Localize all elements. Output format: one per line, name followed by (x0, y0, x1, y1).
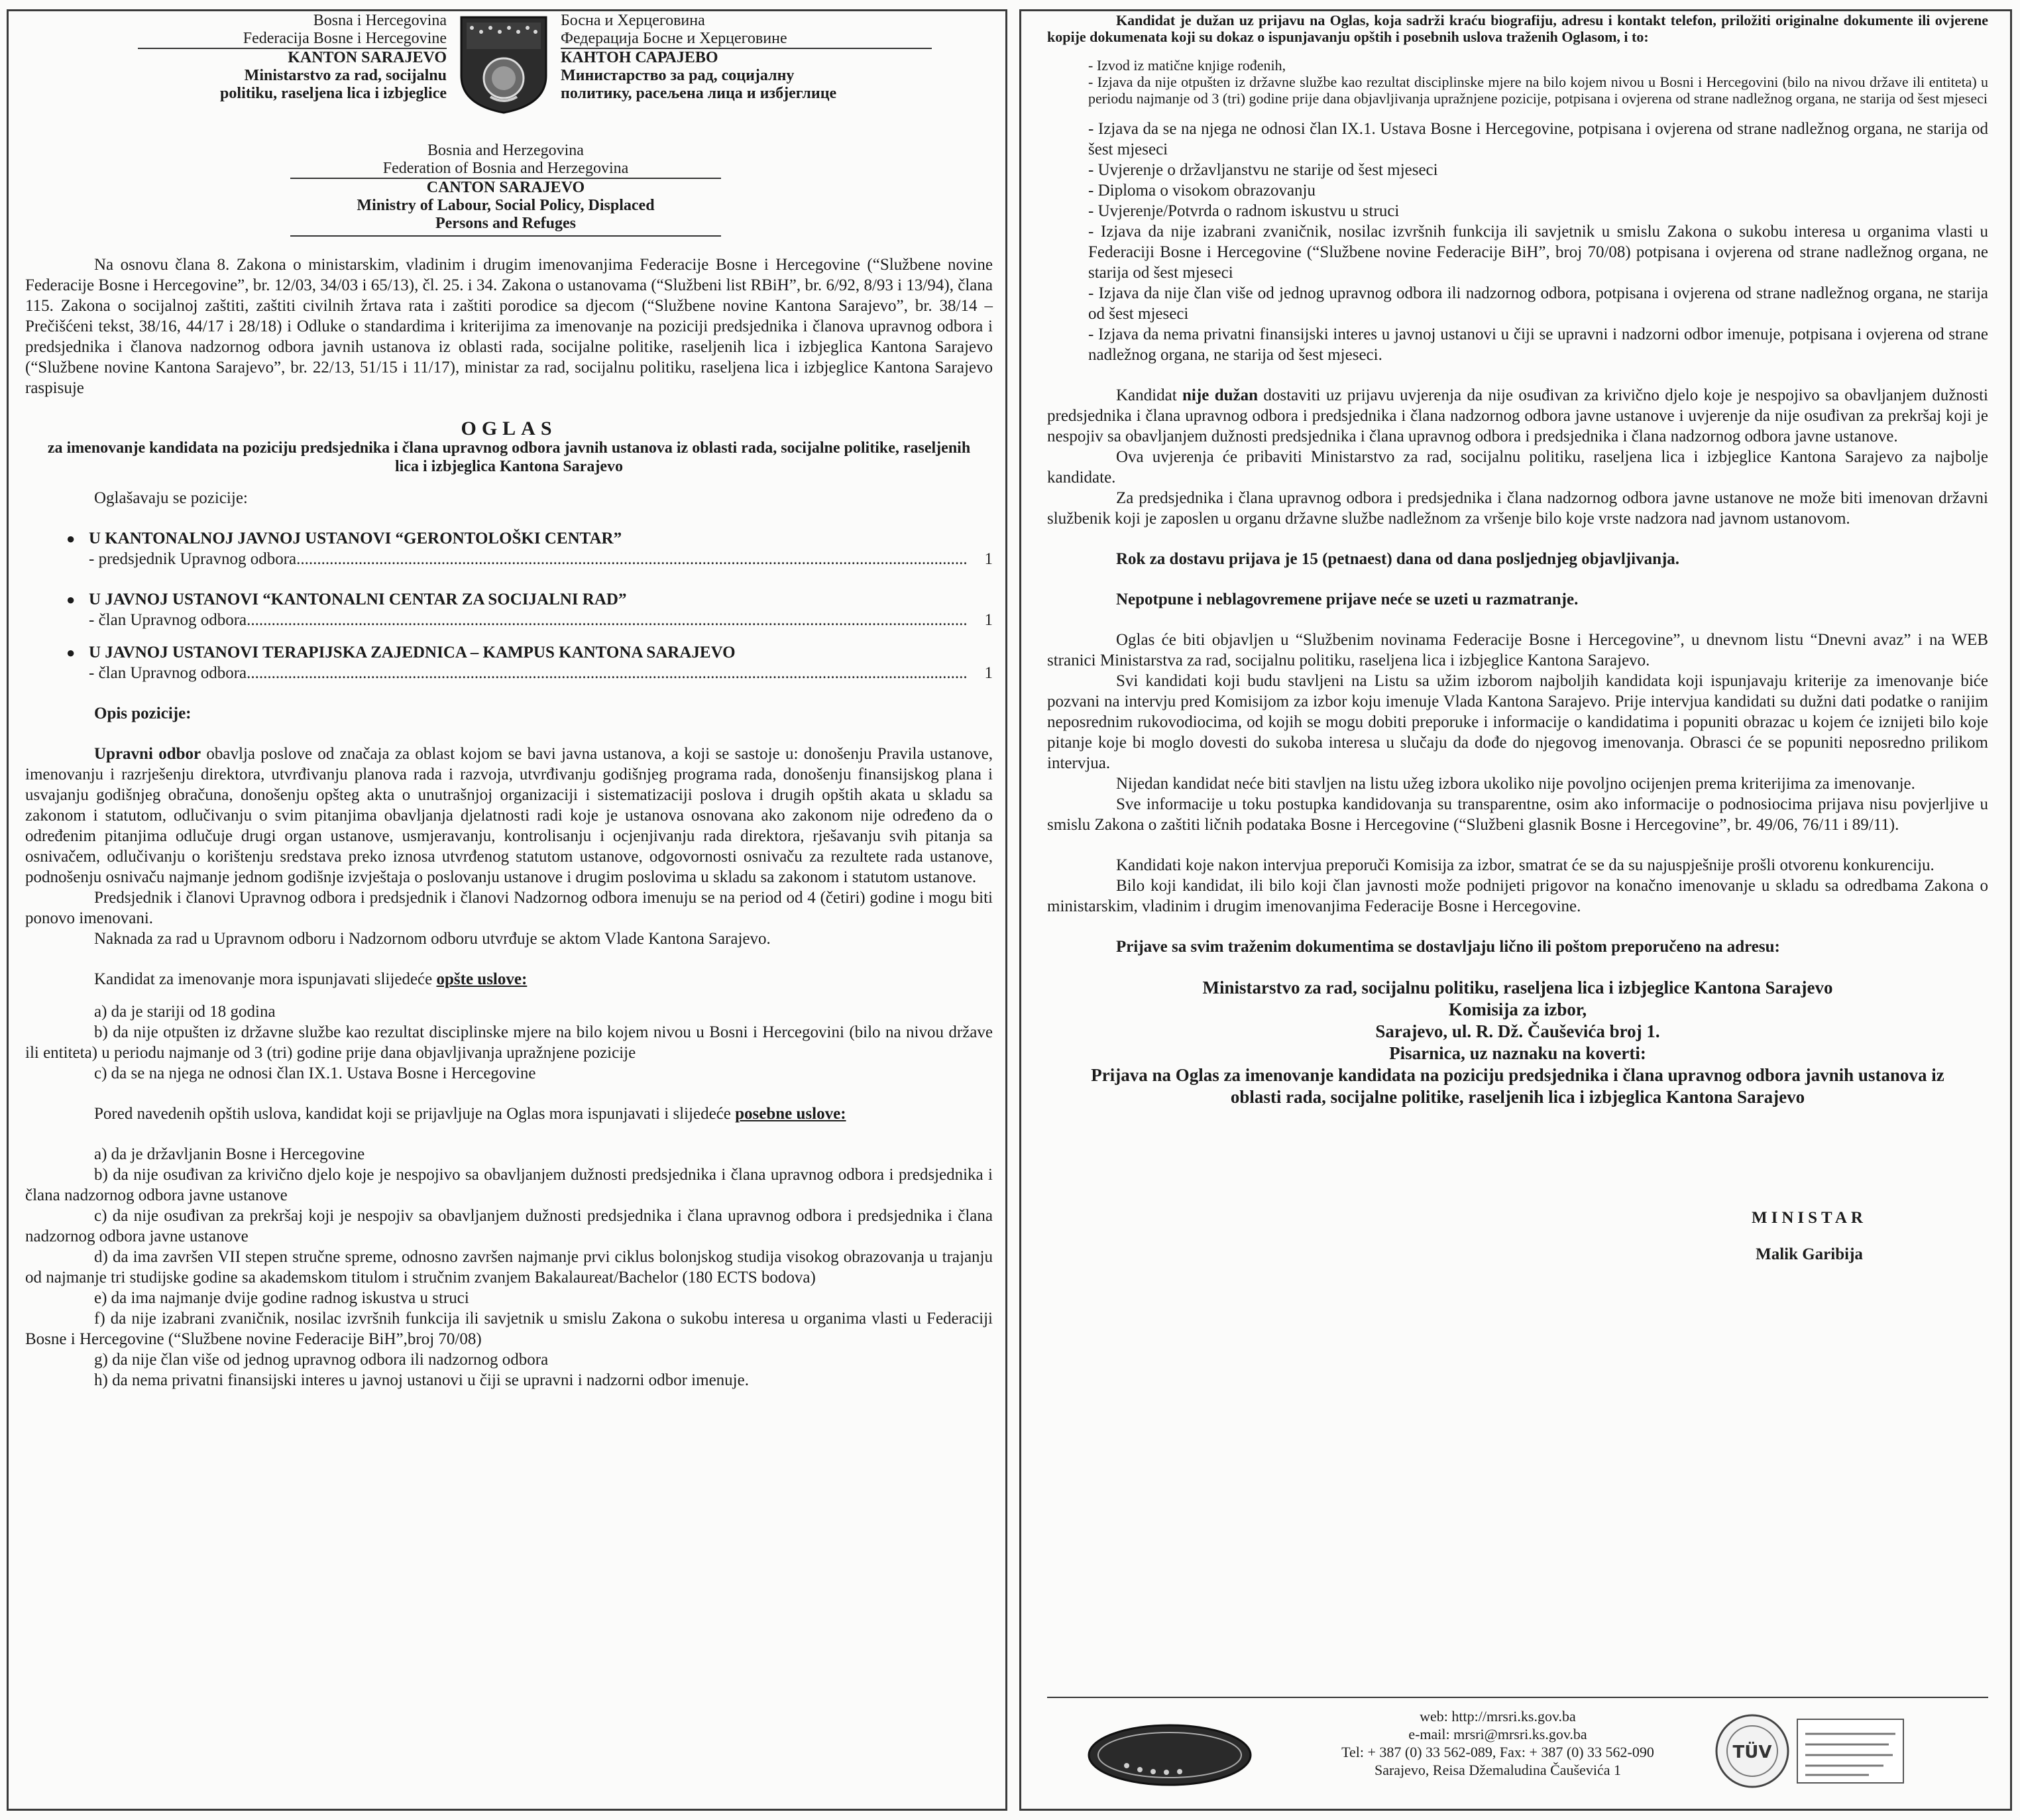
position-institution: U JAVNOJ USTANOVI “KANTONALNI CENTAR ZA SOCIJALNI RAD” (89, 591, 627, 608)
letterhead-line: Босна и Херцеговина (561, 12, 705, 29)
document-item: - Izjava da nije otpušten iz državne službe kao rezultat disciplinske mjere na bilo kojem nivou u Bosni i Hercegovini (bilo na nivou države ili entiteta) u periodu najmanje od 3 (tri) godine prije dana objavljivanja upražnjene pozicije, potpisana i ovjerena od strane nadležnog organa, ne starija od šest mjeseci (1088, 74, 1988, 107)
document-item: - Izjava da nije član više od jednog upravnog odbora ili nadzornog odbora, potpisana i ovjerena od strane nadležnog organa, ne starija od šest mjeseci (1088, 284, 1988, 323)
special-conditions-lead: Pored navedenih opštih uslova, kandidat koji se prijavljuje na Oglas mora ispunjavati i slijedeće (94, 1105, 736, 1123)
minister-title: MINISTAR (1752, 1209, 1867, 1227)
bullet-icon: ● (66, 591, 76, 608)
left-column (25, 12, 993, 1391)
right-column (1047, 12, 1988, 1265)
bullet-icon: ● (66, 644, 76, 661)
special-condition: e) da ima najmanje dvije godine radnog iskustva u struci (94, 1289, 469, 1307)
oglas-subtitle: za imenovanje kandidata na poziciju predsjednika i člana upravnog odbora javnih ustanova iz oblasti rada, socijalne politike, raseljenih lica i izbjeglica Kantona Sarajevo (47, 439, 971, 475)
bullet-icon: ● (66, 530, 76, 547)
opis-paragraph (25, 744, 993, 887)
letterhead-english (290, 142, 721, 237)
position-role (89, 549, 993, 569)
oglas-title: OGLAS (461, 418, 557, 439)
letterhead-line: CANTON SARAJEVO (426, 179, 585, 196)
document-item: - Izjava da nije izabrani zvaničnik, nosilac izvršnih funkcija ili savjetnik u smislu Zakona o sukobu interesa u organima vlasti u Federaciji Bosne i Hercegovine (“Službene novine Federacije BiH”, broj 70/08) potpisana i ovjerena od strane nadležnog organa, ne starija od šest mjeseci (1088, 223, 1988, 282)
transparency-paragraph: Sve informacije u toku postupka kandidovanja su transparentne, osim ako informacije o podnosiocima prijava nisu povjerljive u smislu Zakona o zaštiti ličnih podataka Bosne i Hercegovine (“Službeni glasnik Bosne i Hercegovine”, br. 49/06, 76/11 i 89/11). (1047, 795, 1988, 834)
footer-email: e-mail: mrsri@mrsri.ks.gov.ba (1408, 1726, 1587, 1742)
footer-phone: Tel: + 387 (0) 33 562-089, Fax: + 387 (0) 33 562-090 (1341, 1744, 1654, 1760)
general-condition: a) da je stariji od 18 godina (94, 1003, 276, 1021)
address-line: Ministarstvo za rad, socijalnu politiku, raseljena lica i izbjeglice Kantona Sarajevo (1202, 978, 1833, 997)
position-count: 1 (984, 611, 993, 629)
deadline-paragraph: Rok za dostavu prijava je 15 (petnaest) dana od dana posljednjeg objavljivanja. (1116, 550, 1680, 568)
special-condition: h) da nema privatni finansijski interes u javnoj ustanovi u čiji se upravni i nadzorni odbor imenuje. (94, 1371, 749, 1389)
document-item: - Izjava da nema privatni finansijski interes u javnoj ustanovi u čiji se upravni i nadzorni odbor imenuje, potpisana i ovjerena od strane nadležnog organa, ne starija od šest mjeseci. (1088, 325, 1988, 364)
mandate-paragraph: Predsjednik i članovi Upravnog odbora i predsjednik i članovi Nadzornog odbora imenuju se na period od 4 (četiri) godine i mogu biti ponovo imenovani. (25, 889, 993, 927)
commission-paragraph: Kandidati koje nakon intervjua preporuči Komisija za izbor, smatrat će se da su najuspješnije prošli otvorenu konkurenciju. (1116, 856, 1935, 874)
letterhead-line: Федерација Босне и Херцеговине (561, 30, 932, 49)
not-required-pre: Kandidat (1116, 386, 1183, 404)
special-condition: d) da ima završen VII stepen stručne spreme, odnosno završen najmanje prvi ciklus bolonjskog studija visokog obrazovanja u trajanju od najmanje tri studijske godine sa akademskom titulom i stručnim zvanjem Bakalaureat/Bachelor (180 ECTS bodova) (25, 1248, 993, 1286)
complaint-paragraph: Bilo koji kandidat, ili bilo koji član javnosti može podnijeti prigovor na konačno imenovanje u skladu sa odredbama Zakona o ministarskim, vladinim i drugim imenovanjima Federacije Bosne i Hercegovine. (1047, 877, 1988, 915)
address-line: Komisija za izbor, (1448, 999, 1587, 1019)
letterhead-line: Ministarstvo za rad, socijalnu (244, 67, 447, 84)
letterhead-line: Federation of Bosnia and Herzegovina (290, 160, 721, 179)
letterhead-line: Federacija Bosne i Hercegovine (138, 30, 447, 49)
minister-name: Malik Garibija (1756, 1245, 1863, 1263)
position-role-label: - član Upravnog odbora (89, 611, 247, 629)
submission-address (1047, 977, 1988, 1108)
position-institution: U JAVNOJ USTANOVI TERAPIJSKA ZAJEDNICA – KAMPUS KANTONA SARAJEVO (89, 644, 736, 661)
letterhead-line: Ministry of Labour, Social Policy, Displaced (357, 197, 655, 214)
footer-contact (1312, 1707, 1683, 1779)
special-condition: f) da nije izabrani zvaničnik, nosilac izvršnih funkcija ili savjetnik u smislu Zakona o sukobu interesa u organima vlasti u Federaciji Bosne i Hercegovine (“Službene novine Federacije BiH”,broj 70/08) (25, 1310, 993, 1348)
quality-certificate-icon (1710, 1710, 1909, 1790)
document-item: - Izvod iz matične knjige rođenih, (1088, 57, 1286, 74)
shortlist-paragraph: Nijedan kandidat neće biti stavljen na listu užeg izbora ukoliko nije povoljno ocijenjen prema kriterijima za imenovanje. (1116, 775, 1915, 793)
address-line: Pisarnica, uz naznaku na koverti: (1389, 1043, 1646, 1063)
naknada-paragraph: Naknada za rad u Upravnom odboru i Nadzornom odboru utvrđuje se aktom Vlade Kantona Sarajevo. (94, 930, 771, 948)
submission-paragraph: Prijave sa svim traženim dokumentima se dostavljaju lično ili poštom preporučeno na adresu: (1116, 938, 1780, 956)
footer (1047, 1697, 1988, 1796)
general-conditions-intro (25, 969, 993, 990)
not-required-bold: nije dužan (1182, 386, 1258, 404)
letterhead-line: politiku, raseljena lica i izbjeglice (220, 85, 447, 102)
opis-heading: Opis pozicije: (94, 705, 192, 722)
obtain-paragraph: Ova uvjerenja će pribaviti Ministarstvo za rad, socijalnu politiku, raseljena lica i izbjeglice Kantona Sarajevo za najbolje kandidate. (1047, 448, 1988, 486)
position-item (25, 589, 993, 630)
position-role-label: - član Upravnog odbora (89, 664, 247, 682)
address-line: Sarajevo, ul. R. Dž. Čauševića broj 1. (1375, 1021, 1660, 1041)
footer-address: Sarajevo, Reisa Džemaludina Čauševića 1 (1374, 1762, 1622, 1778)
document-item: - Uvjerenje/Potvrda o radnom iskustvu u struci (1088, 202, 1400, 220)
letterhead-line: KANTON SARAJEVO (288, 49, 447, 66)
position-item (25, 528, 993, 569)
canton-crest-icon (457, 15, 550, 114)
opis-body: obavlja poslove od značaja za oblast kojom se bavi javna ustanova, a koji se sastoje u: donošenju Pravila ustanove, imenovanju i razrješenju direktora, utvrđivanju planova rada i razvoja, utvrđivanju godišnjeg programa rada, donošenju finansijskog plana i usvajanju godišnjeg obračuna, donošenju opšteg akta o unutrašnjoj organizaciji i sistematizaciji poslova i drugih opštih akata u skladu sa zakonom i statutom, odlučivanju o svim pitanjima obavljanja djelatnosti radi koje je ustanova osnovana ako zakonom nije određeno da o određenim pitanjima odlučuje drugi organ ustanove, usmjeravanju, kontrolisanju i ocjenjivanju rada direktora, rješavanju svih pitanja sa osnivačem, odlučivanju o korištenju sredstava preko iznosa utvrđenog statutom ustanove, odgovornosti osnivaču za rezultete rada ustanove, podnošenju osnivaču najmanje jednom godišnje izvještaja o poslovanju ustanove i drugim poslovima u skladu sa zakonom i statutom ustanove. (25, 745, 993, 886)
documents-intro: Kandidat je dužan uz prijavu na Oglas, koja sadrži kraću biografiju, adresu i kontakt telefon, priložiti originalne dokumente ili ovjerene kopije dokumenata koji su dokaz o ispunjavanju opštih i posebnih uslova traženih Oglasom, i to: (1047, 12, 1988, 45)
position-role (89, 610, 993, 630)
letterhead-cyrillic (561, 12, 932, 103)
special-condition: g) da nije član više od jednog upravnog odbora ili nadzornog odbora (94, 1351, 549, 1369)
document-item: - Diploma o visokom obrazovanju (1088, 182, 1316, 199)
letterhead (25, 12, 993, 255)
position-role (89, 663, 993, 683)
letterhead-line: КАНТОН САРАЈЕВО (561, 49, 718, 66)
letterhead-line: Persons and Refuges (435, 215, 576, 232)
position-role-label: - predsjednik Upravnog odbora (89, 550, 297, 568)
special-condition: a) da je državljanin Bosne i Hercegovine (94, 1145, 365, 1163)
interview-paragraph: Svi kandidati koji budu stavljeni na Listu sa užim izborom najboljih kandidata koji ispunjavaju kriterije za imenovanje biće pozvani na intervju pred Komisijom za izbor koju imenuje Vlada Kantona Sarajevo. Prije intervjua kandidati su dužni dati podatke o ranijim neposrednim rukovodiocima, od kojih se mogu dobiti preporuke i informacije o kandidatima i popuniti obrazac u kojem će iznijeti bilo koje pitanje koje bi moglo dovesti do sukoba interesa u slučaju da dođe do njegovog imenovanja. Obrasci će se popuniti neposredno prilikom intervjua. (1047, 672, 1988, 772)
not-required-paragraph (1047, 385, 1988, 447)
letterhead-bosnian (138, 12, 447, 103)
footer-web: web: http://mrsri.ks.gov.ba (1420, 1708, 1576, 1725)
civil-servant-paragraph: Za predsjednika i člana upravnog odbora i predsjednika i člana nadzornog odbora javne ustanove ne može biti imenovan državni službenik koji je zaposlen u organu državne službe nadležnom za vršenje bilo koje vrste nadzora nad javnom ustanovom. (1047, 489, 1988, 528)
general-condition: b) da nije otpušten iz državne službe kao rezultat disciplinske mjere na bilo kojem nivou u Bosni i Hercegovini (bilo na nivou države ili entiteta) u periodu najmanje od 3 (tri) godine prije dana objavljivanja upražnjene pozicije (25, 1023, 993, 1062)
intro-paragraph: Na osnovu člana 8. Zakona o ministarskim, vladinim i drugim imenovanjima Federacije Bosne i Hercegovine (“Službene novine Federacije Bosne i Hercegovine”, br. 12/03, 34/03 i 65/13), čl. 25. i 34. Zakona o ustanovama (“Službeni list RBiH”, br. 6/92, 8/93 i 13/94), člana 115. Zakona o socijalnoj zaštiti, zaštiti civilnih žrtava rata i zaštiti porodice sa djecom (“Službene novine Kantona Sarajevo”, br. 38/14 – Prečišćeni tekst, 38/16, 44/17 i 28/18) i Odluke o standardima i kriterijima za imenovanje na poziciji predsjednika i članova upravnog odbora i predsjednika i članova nadzornog odbora javnih ustanova iz oblasti rada, socijalne politike, raseljenih lica i izbjeglica Kantona Sarajevo (“Službene novine Kantona Sarajevo”, br. 22/13, 51/15 i 11/17), ministar za rad, socijalnu politiku, raseljena lica i izbjeglice Kantona Sarajevo raspisuje (25, 256, 993, 397)
award-seal-icon (1087, 1723, 1253, 1787)
special-condition: b) da nije osuđivan za krivično djelo koje je nespojivo sa obavljanjem dužnosti predsjednika i člana upravnog odbora i predsjednika i člana nadzornog odbora javne ustanove (25, 1166, 993, 1204)
letterhead-divider (290, 235, 721, 237)
not-required-post: dostaviti uz prijavu uvjerenja da nije osuđivan za krivično djelo koje je nespojivo sa obavljanjem dužnosti predsjednika i člana upravnog odbora i predsjednika i člana nadzornog odbora javne ustanove i uvjerenje da nije osuđivan za prekršaj koji je nespojiv sa obavljanjem dužnosti predsjednika i člana upravnog odbora i predsjednika i člana nadzornog odbora javne ustanove. (1047, 386, 1988, 445)
position-count: 1 (984, 664, 993, 682)
position-count: 1 (984, 550, 993, 568)
address-line: Prijava na Oglas za imenovanje kandidata na poziciju predsjednika i člana upravnog odbora javnih ustanova iz oblasti rada, socijalne politike, raseljenih lica i izbjeglica Kantona Sarajevo (1091, 1065, 1944, 1107)
position-item (25, 642, 993, 683)
general-condition: c) da se na njega ne odnosi član IX.1. Ustava Bosne i Hercegovine (94, 1064, 536, 1082)
tuv-label: TÜV (1732, 1742, 1772, 1762)
special-condition: c) da nije osuđivan za prekršaj koji je nespojiv sa obavljanjem dužnosti predsjednika i člana upravnog odbora i predsjednika i člana nadzornog odbora javne ustanove (25, 1207, 993, 1245)
general-conditions-label: opšte uslove: (436, 970, 528, 988)
opis-lead: Upravni odbor (94, 745, 201, 763)
letterhead-line: Bosna i Hercegovina (313, 12, 447, 29)
positions-intro: Oglašavaju se pozicije: (94, 489, 248, 507)
document-item: - Izjava da se na njega ne odnosi član IX.1. Ustava Bosne i Hercegovine, potpisana i ovjerena od strane nadležnog organa, ne starija od šest mjeseci (1088, 120, 1988, 158)
letterhead-line: политику, расељена лица и избјеглице (561, 85, 837, 102)
general-conditions-lead: Kandidat za imenovanje mora ispunjavati slijedeće (94, 970, 437, 988)
publication-paragraph: Oglas će biti objavljen u “Službenim novinama Federacije Bosne i Hercegovine”, u dnevnom listu “Dnevni avaz” i na WEB stranici Ministarstva za rad, socijalnu politiku, raseljena lica i izbjeglice Kantona Sarajevo. (1047, 631, 1988, 669)
special-conditions-label: posebne uslove: (735, 1105, 846, 1123)
position-institution: U KANTONALNOJ JAVNOJ USTANOVI “GERONTOLOŠKI CENTAR” (89, 530, 622, 547)
letterhead-line: Bosnia and Herzegovina (427, 142, 584, 159)
incomplete-paragraph: Nepotpune i neblagovremene prijave neće se uzeti u razmatranje. (1116, 591, 1579, 608)
document-item: - Uvjerenje o državljanstvu ne starije od šest mjeseci (1088, 161, 1438, 179)
footer-divider (1047, 1697, 1988, 1698)
letterhead-line: Министарство за рад, социјалну (561, 67, 795, 84)
special-conditions-intro (25, 1104, 993, 1124)
